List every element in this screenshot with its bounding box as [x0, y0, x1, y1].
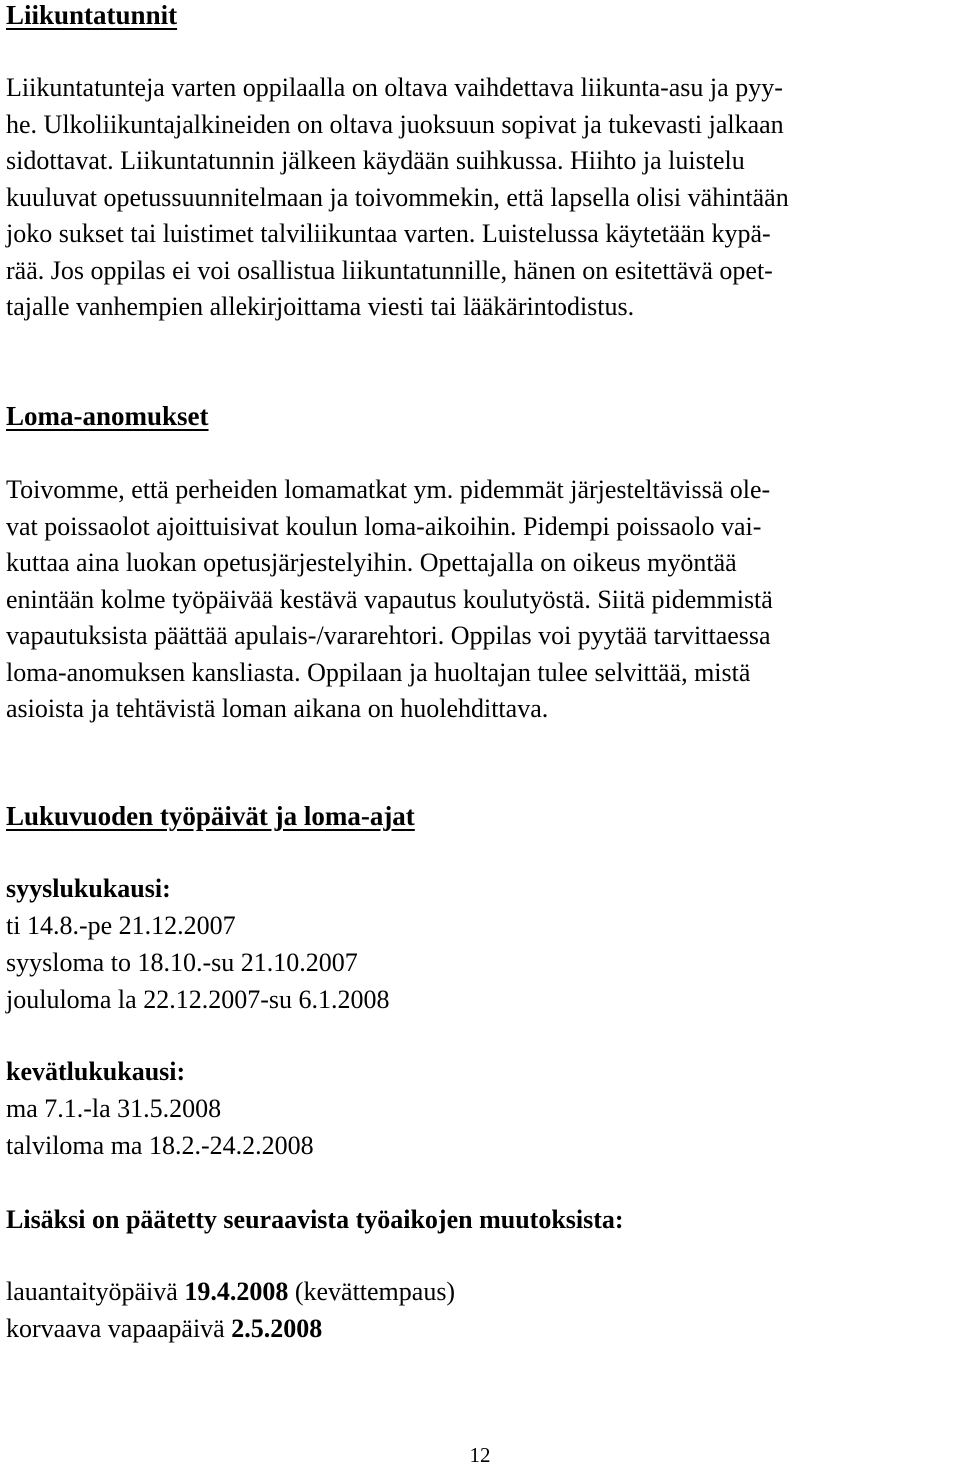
text-line: enintään kolme työpäivää kestävä vapautus koulutyöstä. Siitä pidemmistä [6, 584, 773, 614]
saturday-workday-line [6, 1277, 455, 1307]
calendar-line: ma 7.1.-la 31.5.2008 [6, 1094, 222, 1123]
subheading-spring-term: kevätlukukausi: [6, 1057, 186, 1086]
saturday-workday-note: (kevättempaus) [288, 1277, 456, 1306]
text-line: sidottavat. Liikuntatunnin jälkeen käydään suihkussa. Hiihto ja luistelu [6, 146, 745, 175]
heading-leave-applications: Loma-anomukset [6, 401, 209, 431]
saturday-workday-prefix: lauantaityöpäivä [6, 1277, 185, 1306]
text-line: vat poissaolot ajoittuisivat koulun loma-aikoihin. Pidempi poissaolo vai- [6, 511, 762, 541]
text-line: rää. Jos oppilas ei voi osallistua liikuntatunnille, hänen on esitettävä opet- [6, 255, 773, 285]
text-line: asioista ja tehtävistä loman aikana on huolehdittava. [6, 694, 549, 723]
compensatory-day-off-line [6, 1314, 322, 1344]
text-line: kuuluvat opetussuunnitelmaan ja toivommekin, että lapsella olisi vähintään [6, 182, 789, 212]
compensatory-day-off-date: 2.5.2008 [231, 1314, 323, 1343]
text-line: joko sukset tai luistimet talviliikuntaa varten. Luistelussa käytetään kypä- [6, 219, 771, 248]
text-line: he. Ulkoliikuntajalkineiden on oltava juoksuun sopivat ja tukevasti jalkaan [6, 109, 784, 139]
calendar-line: joululoma la 22.12.2007-su 6.1.2008 [6, 985, 390, 1014]
text-line: tajalle vanhempien allekirjoittama viesti tai lääkärintodistus. [6, 292, 635, 321]
compensatory-day-off-prefix: korvaava vapaapäivä [6, 1314, 232, 1343]
page-number: 12 [469, 1443, 491, 1467]
calendar-line: talviloma ma 18.2.-24.2.2008 [6, 1131, 314, 1160]
calendar-line: syysloma to 18.10.-su 21.10.2007 [6, 948, 358, 977]
calendar-line: ti 14.8.-pe 21.12.2007 [6, 911, 236, 940]
saturday-workday-date: 19.4.2008 [184, 1277, 289, 1306]
text-line: vapautuksista päättää apulais-/vararehtori. Oppilas voi pyytää tarvittaessa [6, 621, 771, 650]
text-line: Liikuntatunteja varten oppilaalla on oltava vaihdettava liikunta-asu ja pyy- [6, 73, 783, 102]
text-line: loma-anomuksen kansliasta. Oppilaan ja huoltajan tulee selvittää, mistä [6, 657, 751, 687]
text-line: Toivomme, että perheiden lomamatkat ym. pidemmät järjesteltävissä ole- [6, 475, 771, 504]
heading-pe-lessons: Liikuntatunnit [6, 0, 178, 30]
heading-school-year-calendar: Lukuvuoden työpäivät ja loma-ajat [6, 801, 415, 831]
paragraph-pe-lessons [6, 70, 789, 326]
paragraph-leave-applications [6, 472, 773, 728]
subheading-autumn-term: syyslukukausi: [6, 874, 171, 903]
subheading-working-time-changes: Lisäksi on päätetty seuraavista työaikojen muutoksista: [6, 1205, 624, 1234]
text-line: kuttaa aina luokan opetusjärjestelyihin. Opettajalla on oikeus myöntää [6, 548, 737, 577]
